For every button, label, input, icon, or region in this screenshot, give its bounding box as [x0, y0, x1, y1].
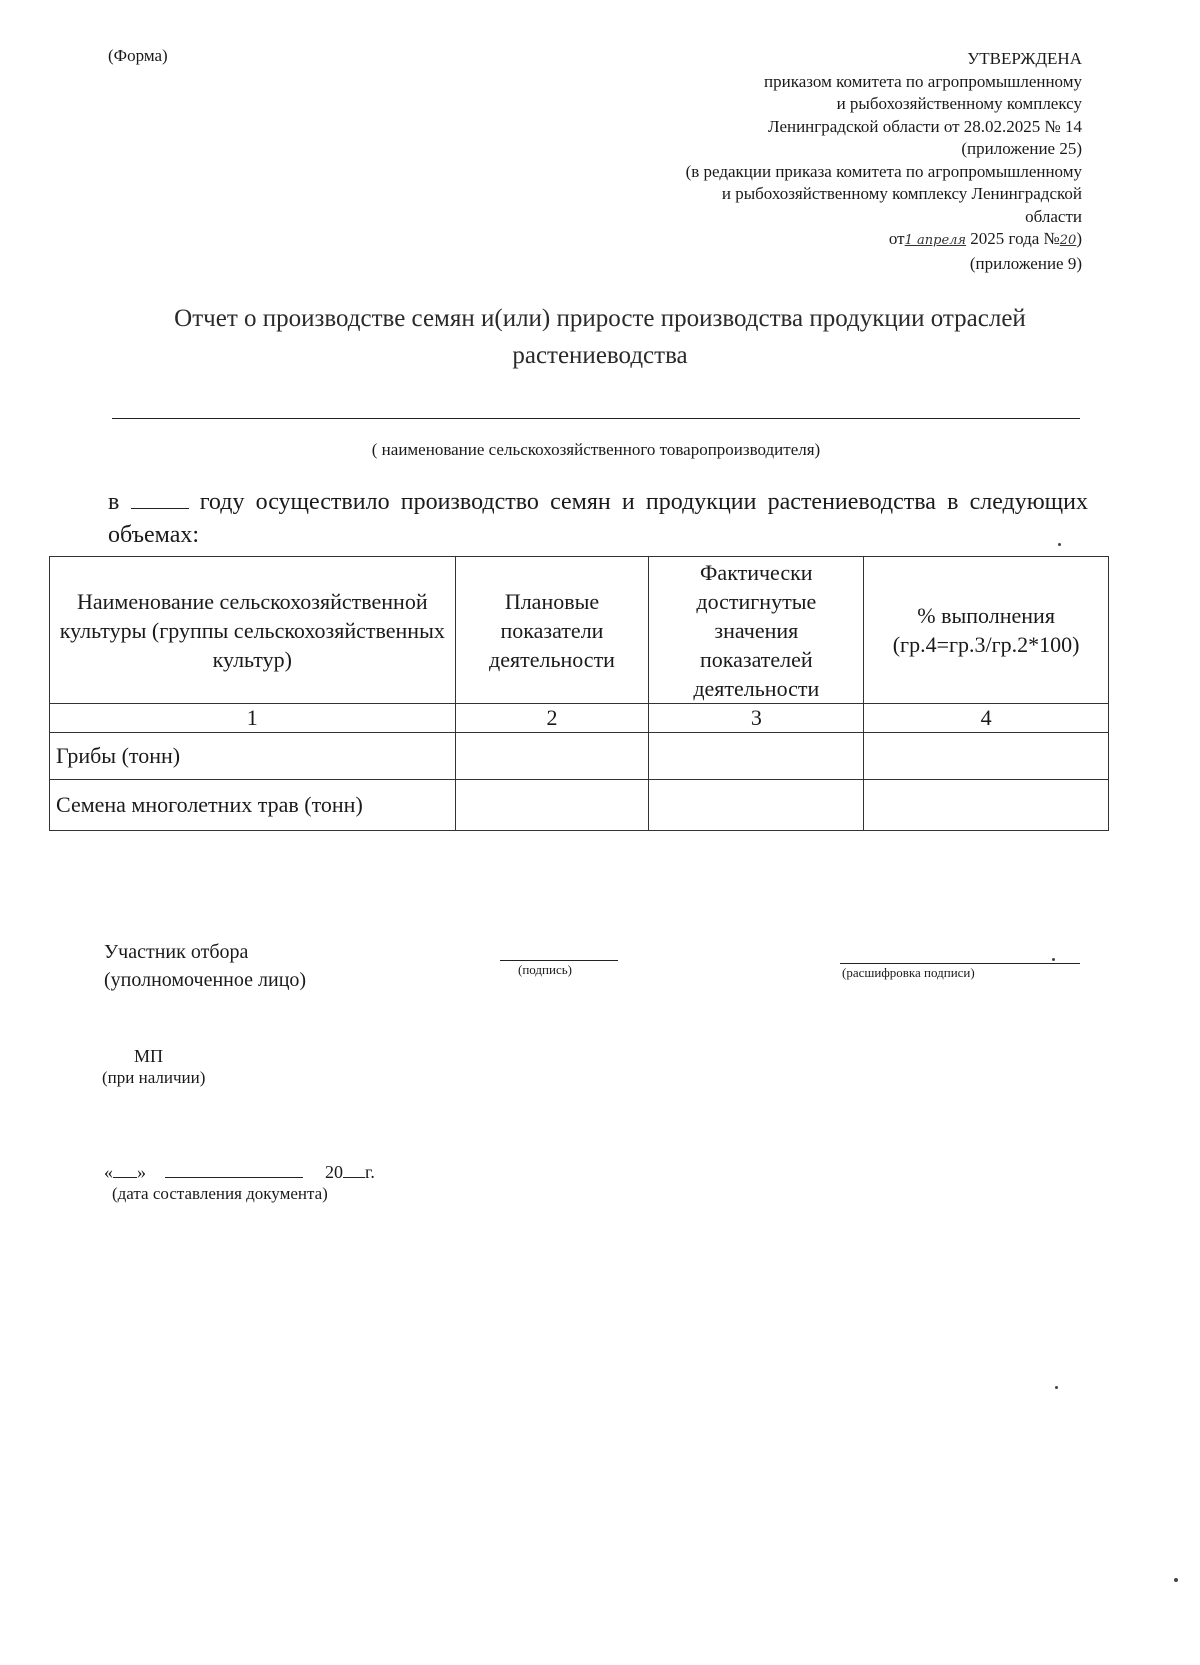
- fact-cell[interactable]: [649, 780, 864, 831]
- approval-line: Ленинградской области от 28.02.2025 № 14: [768, 116, 1082, 136]
- edition-date-handwritten: 1 апреля: [904, 233, 967, 248]
- percent-cell[interactable]: [864, 733, 1109, 780]
- edition-line: [522, 228, 1082, 253]
- edition-prefix: от: [888, 229, 905, 248]
- edition-suffix: ): [1076, 229, 1082, 248]
- scan-speck: [1055, 1386, 1058, 1389]
- header-plan: Плановые показатели деятельности: [455, 557, 649, 704]
- column-number: 3: [649, 704, 864, 733]
- form-label: (Форма): [108, 46, 168, 65]
- scan-speck: [1052, 958, 1055, 961]
- table-header-row: [50, 557, 1109, 704]
- approval-line: и рыбохозяйственному комплексу Ленинградской: [721, 184, 1082, 203]
- paragraph-rest: году осуществило производство семян и продукции растениеводства в следующих объемах:: [108, 489, 1089, 548]
- column-number: 4: [864, 704, 1109, 733]
- table-row: [50, 780, 1109, 831]
- document-date-caption: (дата составления документа): [112, 1184, 328, 1203]
- paragraph-start: в: [108, 489, 120, 515]
- year-prefix: 20: [325, 1162, 343, 1182]
- percent-cell[interactable]: [864, 780, 1109, 831]
- approval-line: (приложение 25): [961, 139, 1082, 158]
- approval-line: приказом комитета по агропромышленному: [764, 71, 1082, 91]
- header-fact: Фактически достигнутые значения показателей деятельности: [649, 557, 864, 704]
- signature-caption: (подпись): [518, 962, 572, 977]
- report-table: [49, 556, 1109, 831]
- intro-paragraph: [108, 486, 1088, 552]
- column-number: 1: [50, 704, 456, 733]
- column-number: 2: [455, 704, 649, 733]
- crop-name-cell: Грибы (тонн): [50, 733, 456, 780]
- scan-speck: [1174, 1578, 1178, 1582]
- signature-line[interactable]: [500, 960, 618, 961]
- fact-cell[interactable]: [649, 733, 864, 780]
- year-blank: [131, 507, 189, 509]
- producer-name-line: [112, 418, 1080, 419]
- header-percent: % выполнения (гр.4=гр.3/гр.2*100): [864, 557, 1109, 704]
- participant-label: Участник отбора: [104, 941, 249, 963]
- year-blank[interactable]: [343, 1176, 365, 1178]
- participant-block: [104, 938, 306, 994]
- approval-line: области: [1025, 206, 1082, 226]
- approval-line: УТВЕРЖДЕНА: [967, 49, 1082, 68]
- stamp-label: МП: [134, 1046, 164, 1066]
- year-suffix: г.: [365, 1162, 375, 1182]
- stamp-caption: (при наличии): [102, 1068, 206, 1087]
- month-blank[interactable]: [165, 1176, 303, 1178]
- scan-speck: [1058, 543, 1061, 546]
- table-row: [50, 733, 1109, 780]
- document-date-row: [104, 1162, 375, 1183]
- plan-cell[interactable]: [455, 733, 649, 780]
- edition-mid: 2025 года №: [966, 229, 1060, 248]
- producer-name-caption: ( наименование сельскохозяйственного товаропроизводителя): [371, 440, 821, 459]
- crop-name-cell: Семена многолетних трав (тонн): [50, 780, 456, 831]
- signature-decoding-caption: (расшифровка подписи): [842, 965, 975, 980]
- approval-block: [522, 48, 1082, 275]
- document-title: Отчет о производстве семян и(или) приросте производства продукции отраслей растениеводства: [174, 305, 1026, 369]
- signature-decoding-line[interactable]: [840, 963, 1080, 964]
- column-number-row: [50, 704, 1109, 733]
- date-close-quote: »: [137, 1162, 146, 1182]
- approval-line: (в редакции приказа комитета по агропромышленному: [685, 161, 1082, 181]
- authorized-person-label: (уполномоченное лицо): [104, 969, 307, 991]
- header-crop-name: Наименование сельскохозяйственной культуры (группы сельскохозяйственных культур): [50, 557, 456, 704]
- appendix-label: (приложение 9): [969, 253, 1082, 273]
- date-open-quote: «: [104, 1162, 113, 1182]
- day-blank[interactable]: [113, 1176, 137, 1178]
- plan-cell[interactable]: [455, 780, 649, 831]
- approval-line: и рыбохозяйственному комплексу: [836, 94, 1082, 113]
- edition-number-handwritten: 20: [1059, 233, 1077, 248]
